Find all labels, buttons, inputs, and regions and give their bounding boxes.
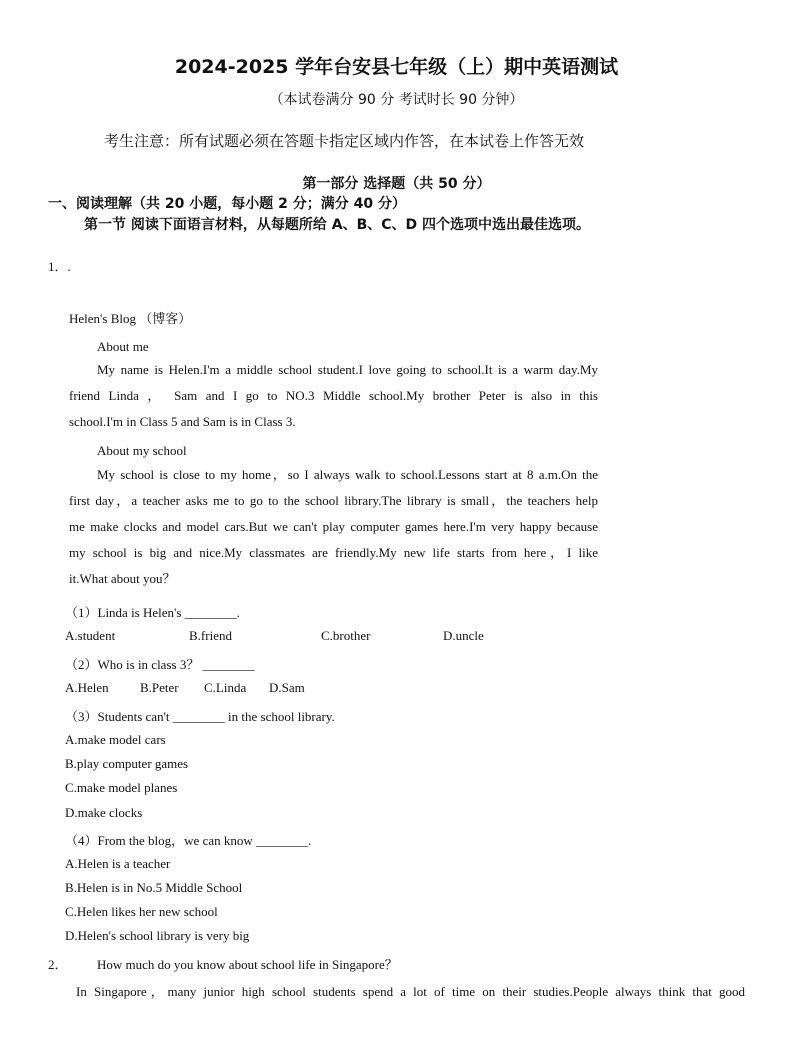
section-title: 一、阅读理解（共 20 小题，每小题 2 分；满分 40 分） <box>48 196 406 212</box>
passage-line: my school is big and nice.My classmates are friendly.My new life starts from here，I like <box>69 545 598 560</box>
question-stem: （1）Linda is Helen's ________. <box>65 605 240 620</box>
option-c[interactable]: C.Helen likes her new school <box>65 904 218 919</box>
option-b[interactable]: B.friend <box>189 628 232 643</box>
about-school-heading: About my school <box>97 443 187 458</box>
option-c[interactable]: C.Linda <box>204 680 247 695</box>
passage-paragraph <box>69 357 598 435</box>
question-stem: （2）Who is in class 3？ ________ <box>65 657 255 672</box>
option-b[interactable]: B.play computer games <box>65 756 189 771</box>
question-number: 2． <box>48 957 68 972</box>
subsection-instruction: 第一节 阅读下面语言材料，从每题所给 A、B、C、D 四个选项中选出最佳选项。 <box>84 217 591 233</box>
part-title: 第一部分 选择题（共 50 分） <box>302 176 491 192</box>
passage-line: In Singapore，many junior high school students spend a lot of time on their studies.People always think that good <box>76 984 745 999</box>
option-a[interactable]: A.student <box>65 628 116 643</box>
option-d[interactable]: D.uncle <box>443 628 484 643</box>
passage-title: How much do you know about school life in Singapore？ <box>97 957 398 972</box>
question-stem: （4）From the blog，we can know ________. <box>65 833 312 848</box>
passage-line: My name is Helen.I'm a middle school student.I love going to school.It is a warm day.My <box>97 362 598 377</box>
option-d[interactable]: D.Helen's school library is very big <box>65 928 250 943</box>
passage-paragraph <box>69 462 598 592</box>
option-d[interactable]: D.Sam <box>269 680 305 695</box>
blog-title: Helen's Blog （博客） <box>69 311 192 326</box>
option-b[interactable]: B.Helen is in No.5 Middle School <box>65 880 243 895</box>
option-c[interactable]: C.make model planes <box>65 780 178 795</box>
passage-line: it.What about you？ <box>69 571 176 586</box>
passage-line: me make clocks and model cars.But we can't play computer games here.I'm very happy because <box>69 519 598 534</box>
exam-title: 2024-2025 学年台安县七年级（上）期中英语测试 <box>174 56 619 78</box>
option-a[interactable]: A.make model cars <box>65 732 166 747</box>
question-stem: （3）Students can't ________ in the school library. <box>65 709 335 724</box>
passage-line: school.I'm in Class 5 and Sam is in Class 3. <box>69 414 296 429</box>
option-b[interactable]: B.Peter <box>140 680 179 695</box>
exam-subtitle: （本试卷满分 90 分 考试时长 90 分钟） <box>269 92 524 108</box>
passage-line: first day，a teacher asks me to go to the school library.The library is small，the teachers help <box>69 493 598 508</box>
option-c[interactable]: C.brother <box>321 628 371 643</box>
option-d[interactable]: D.make clocks <box>65 805 143 820</box>
about-me-heading: About me <box>97 339 149 354</box>
passage-line: friend Linda ， Sam and I go to NO.3 Middle school.My brother Peter is also in this <box>69 388 598 403</box>
option-a[interactable]: A.Helen is a teacher <box>65 856 171 871</box>
question-number: 1．. <box>48 259 71 274</box>
exam-notice: 考生注意：所有试题必须在答题卡指定区域内作答，在本试卷上作答无效 <box>104 132 585 150</box>
passage-line: My school is close to my home，so I always walk to school.Lessons start at 8 a.m.On the <box>97 467 598 482</box>
option-a[interactable]: A.Helen <box>65 680 109 695</box>
